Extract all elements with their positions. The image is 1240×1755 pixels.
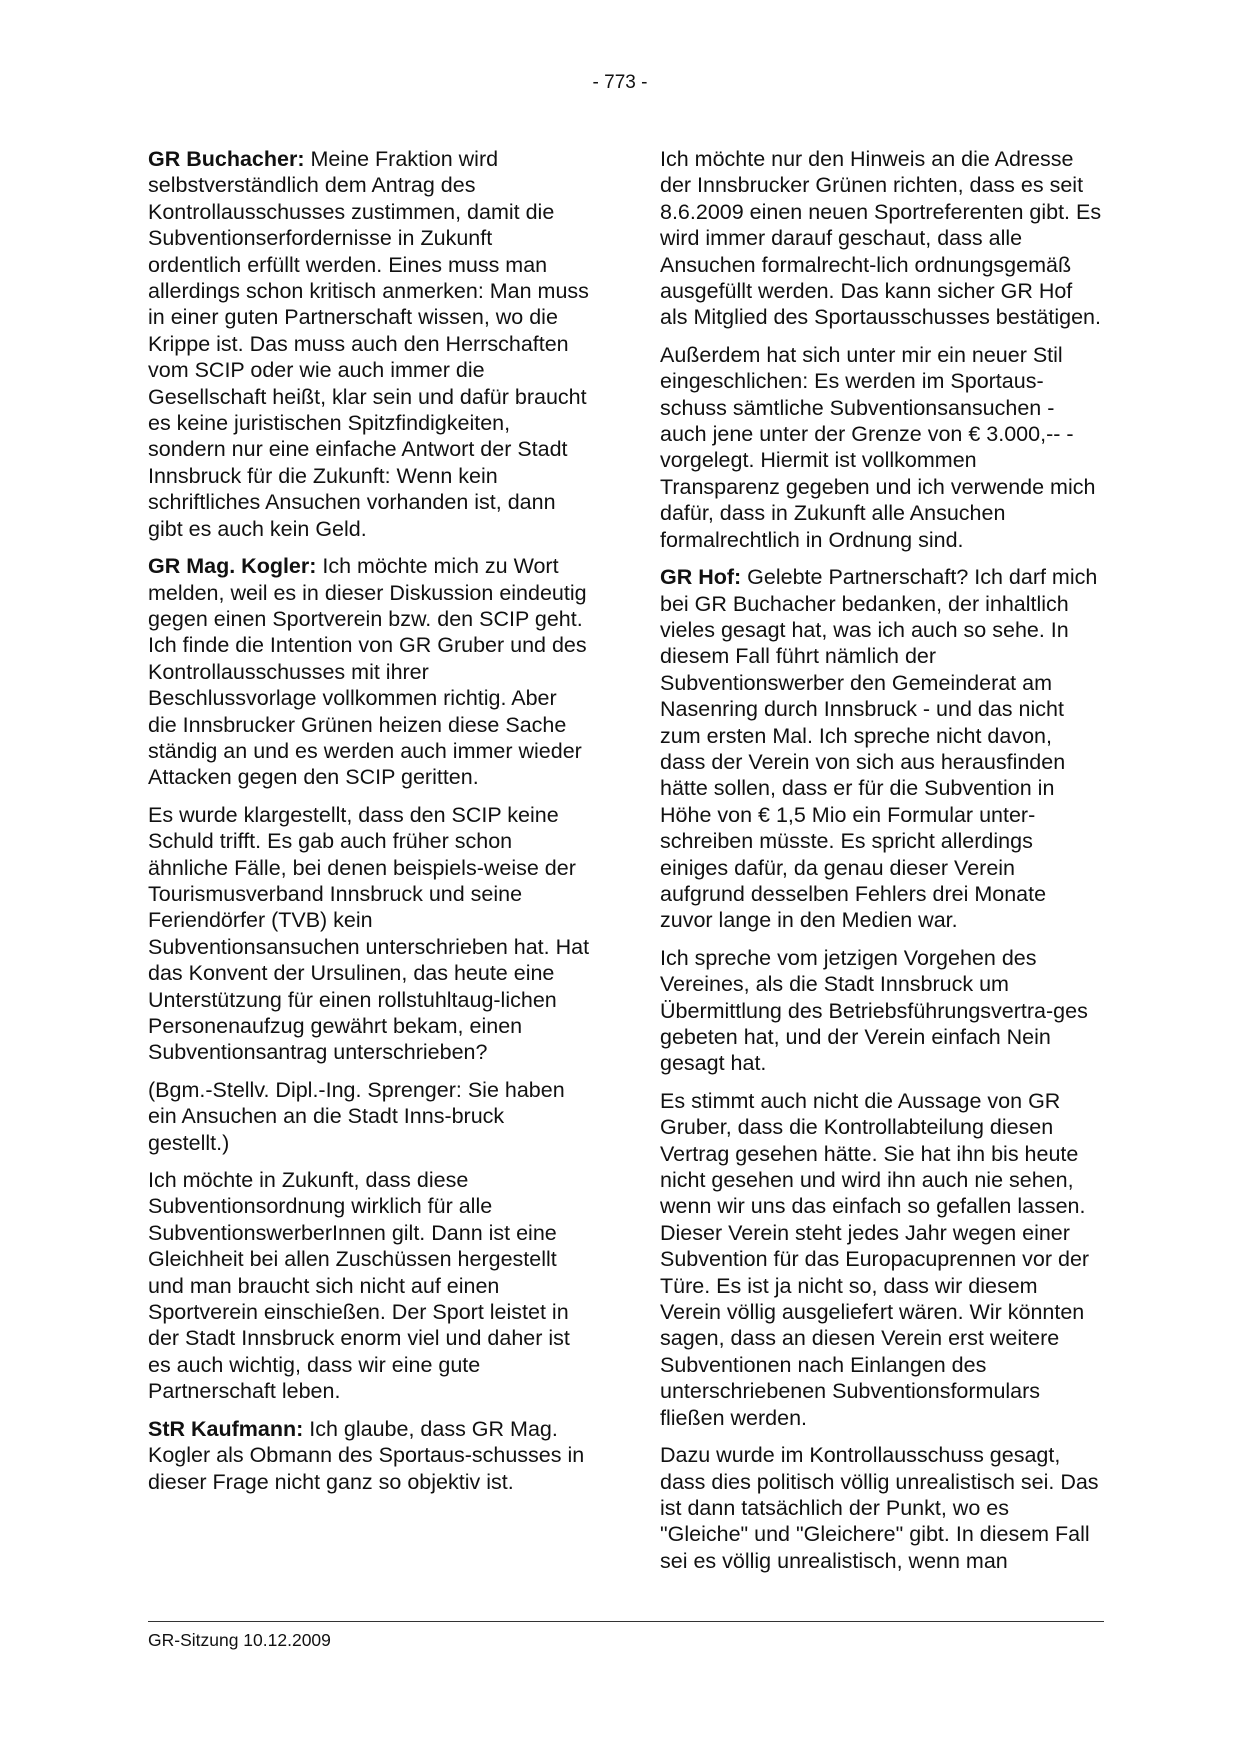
page-number: - 773 -	[592, 72, 648, 93]
left-column	[148, 146, 590, 1506]
paragraph	[148, 1416, 590, 1495]
paragraph	[148, 802, 590, 1066]
paragraph	[148, 553, 590, 791]
paragraph	[660, 564, 1102, 934]
paragraph	[660, 945, 1102, 1077]
footer-divider	[148, 1621, 1104, 1622]
right-column	[660, 146, 1102, 1585]
speaker-name: GR Hof:	[660, 565, 742, 590]
interjection	[148, 1077, 590, 1156]
paragraph-text: Ich möchte nur den Hinweis an die Adresse der Innsbrucker Grünen richten, dass es seit 8.6.2009 einen neuen Sportreferenten gibt. Es wird immer darauf geschaut, dass alle Ansuchen formalrecht-lich ordnungsgemäß ausgefüllt werden. Das kann sicher GR Hof als Mitglied des Sportausschusses bestätigen.	[660, 147, 1102, 330]
paragraph-text: Ich glaube, dass GR Mag. Kogler als Obmann des Sportaus-schusses in dieser Frage nicht ganz so objektiv ist.	[148, 1416, 585, 1494]
paragraph-text: (Bgm.-Stellv. Dipl.-Ing. Sprenger: Sie haben ein Ansuchen an die Stadt Inns-bruck gestellt.)	[148, 1077, 565, 1155]
footer-session-date: GR-Sitzung 10.12.2009	[148, 1630, 331, 1650]
speaker-name: GR Buchacher:	[148, 147, 305, 171]
paragraph	[660, 342, 1102, 553]
paragraph	[660, 1442, 1102, 1574]
speaker-name: StR Kaufmann:	[148, 1416, 304, 1441]
paragraph-text: Ich möchte in Zukunft, dass diese Subventionsordnung wirklich für alle SubventionswerberInnen gilt. Dann ist eine Gleichheit bei allen Zuschüssen hergestellt und man braucht sich nicht auf einen Sportverein einschießen. Der Sport leistet in der Stadt Innsbruck enorm viel und daher ist es auch wichtig, dass wir eine gute Partnerschaft leben.	[148, 1168, 570, 1404]
paragraph-text: Dazu wurde im Kontrollausschuss gesagt, dass dies politisch völlig unrealistisch sei. Das ist dann tatsächlich der Punkt, wo es "Gleiche" und "Gleichere" gibt. In diesem Fall sei es völlig unrealistisch, wenn man	[660, 1443, 1099, 1573]
paragraph-text: Ich möchte mich zu Wort melden, weil es in dieser Diskussion eindeutig gegen einen Sportverein bzw. den SCIP geht. Ich finde die Intention von GR Gruber und des Kontrollausschusses mit ihrer Beschlussvorlage vollkommen richtig. Aber die Innsbrucker Grünen heizen diese Sache ständig an und es werden auch immer wieder Attacken gegen den SCIP geritten.	[148, 554, 587, 790]
speaker-name: GR Mag. Kogler:	[148, 554, 317, 579]
paragraph-text: Außerdem hat sich unter mir ein neuer Stil eingeschlichen: Es werden im Sportaus-schuss sämtliche Subventionsansuchen - auch jene unter der Grenze von € 3.000,-- - vorgelegt. Hiermit ist vollkommen Transparenz gegeben und ich verwende mich dafür, dass in Zukunft alle Ansuchen formalrechtlich in Ordnung sind.	[660, 342, 1096, 552]
paragraph-text: Meine Fraktion wird selbstverständlich dem Antrag des Kontrollausschusses zustimmen, damit die Subventionserfordernisse in Zukunft ordentlich erfüllt werden. Eines muss man allerdings schon kritisch anmerken: Man muss in einer guten Partnerschaft wissen, wo die Krippe ist. Das muss auch den Herrschaften vom SCIP oder wie auch immer die Gesellschaft heißt, klar sein und dafür braucht es keine juristischen Spitzfindigkeiten, sondern nur eine einfache Antwort der Stadt Innsbruck für die Zukunft: Wenn kein schriftliches Ansuchen vorhanden ist, dann gibt es auch kein Geld.	[148, 147, 589, 541]
paragraph	[148, 146, 590, 542]
paragraph	[660, 146, 1102, 331]
paragraph	[660, 1088, 1102, 1431]
paragraph	[148, 1167, 590, 1405]
paragraph-text: Gelebte Partnerschaft? Ich darf mich bei GR Buchacher bedanken, der inhaltlich vieles gesagt hat, was ich auch so sehe. In diesem Fall führt nämlich der Subventionswerber den Gemeinderat am Nasenring durch Innsbruck - und das nicht zum ersten Mal. Ich spreche nicht davon, dass der Verein von sich aus herausfinden hätte sollen, dass er für die Subvention in Höhe von € 1,5 Mio ein Formular unter-schreiben müsste. Es spricht allerdings einiges dafür, da genau dieser Verein aufgrund desselben Fehlers drei Monate zuvor lange in den Medien war.	[660, 565, 1098, 933]
paragraph-text: Ich spreche vom jetzigen Vorgehen des Vereines, als die Stadt Innsbruck um Übermittlung des Betriebsführungsvertra-ges gebeten hat, und der Verein einfach Nein gesagt hat.	[660, 945, 1088, 1076]
paragraph-text: Es wurde klargestellt, dass den SCIP keine Schuld trifft. Es gab auch früher schon ähnliche Fälle, bei denen beispiels-weise der Tourismusverband Innsbruck und seine Feriendörfer (TVB) kein Subventionsansuchen unterschrieben hat. Hat das Konvent der Ursulinen, das heute eine Unterstützung für einen rollstuhltaug-lichen Personenaufzug gewährt bekam, einen Subventionsantrag unterschrieben?	[148, 802, 590, 1065]
paragraph-text: Es stimmt auch nicht die Aussage von GR Gruber, dass die Kontrollabteilung diesen Vertrag gesehen hätte. Sie hat ihn bis heute nicht gesehen und wird ihn auch nie sehen, wenn wir uns das einfach so gefallen lassen. Dieser Verein steht jedes Jahr wegen einer Subvention für das Europacuprennen vor der Türe. Es ist ja nicht so, dass wir diesem Verein völlig ausgeliefert wären. Wir könnten sagen, dass an diesen Verein erst weitere Subventionen nach Einlangen des unterschriebenen Subventionsformulars fließen werden.	[660, 1088, 1090, 1430]
